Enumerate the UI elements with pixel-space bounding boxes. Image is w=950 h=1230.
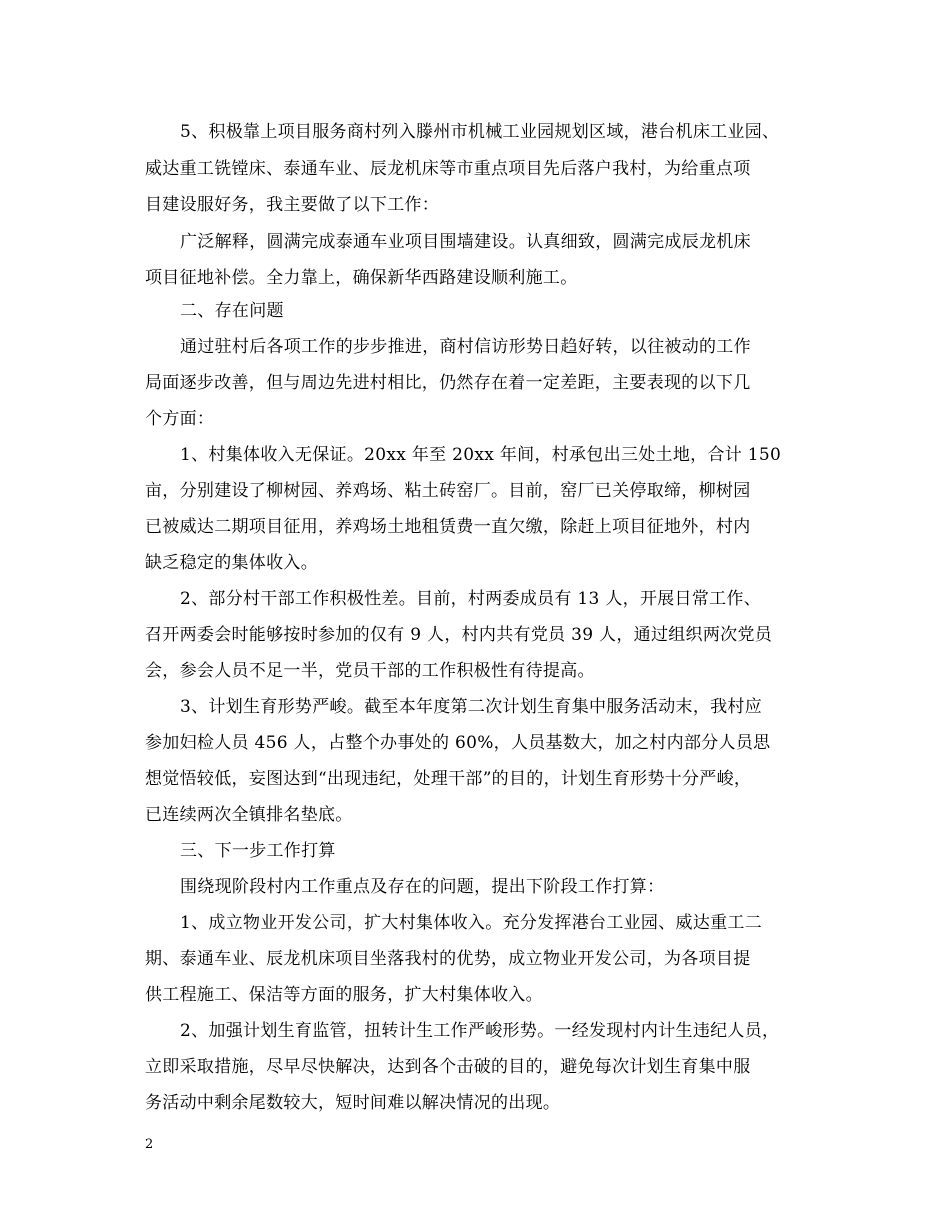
text-line: 缺乏稳定的集体收入。 [145,553,318,573]
text-line: 召开两委会时能够按时参加的仅有 9 人，村内共有党员 39 人，通过组织两次党员 [145,625,773,645]
text-line: 2、部分村干部工作积极性差。目前，村两委成员有 13 人，开展日常工作、 [180,589,762,609]
text-line: 务活动中剩余尾数较大，短时间难以解决情况的出现。 [145,1093,561,1113]
text-line: 围绕现阶段村内工作重点及存在的问题，提出下阶段工作打算： [180,877,665,897]
text-line: 广泛解释，圆满完成泰通车业项目围墙建设。认真细致，圆满完成辰龙机床 [180,232,751,252]
page-number: 2 [145,1137,154,1152]
text-line: 局面逐步改善，但与周边先进村相比，仍然存在着一定差距，主要表现的以下几 [145,373,751,393]
text-line: 1、村集体收入无保证。20xx 年至 20xx 年间，村承包出三处土地，合计 150 [180,445,782,465]
text-line: 参加妇检人员 456 人，占整个办事处的 60%，人员基数大，加之村内部分人员思 [145,733,771,753]
text-line: 通过驻村后各项工作的步步推进，商村信访形势日趋好转，以往被动的工作 [180,337,751,357]
text-line: 1、成立物业开发公司，扩大村集体收入。充分发挥港台工业园、威达重工二 [180,913,763,933]
section-heading: 二、存在问题 [180,301,284,321]
text-line: 想觉悟较低，妄图达到“出现违纪，处理干部”的目的，计划生育形势十分严峻， [145,769,752,789]
text-line: 威达重工铣镗床、泰通车业、辰龙机床等市重点项目先后落户我村，为给重点项 [145,159,751,179]
section-heading: 三、下一步工作打算 [180,841,336,861]
text-line: 立即采取措施，尽早尽快解决，达到各个击破的目的，避免每次计划生育集中服 [145,1057,751,1077]
text-line: 亩，分别建设了柳树园、养鸡场、粘土砖窑厂。目前，窑厂已关停取缔，柳树园 [145,481,751,501]
text-line: 已被威达二期项目征用，养鸡场土地租赁费一直欠缴，除赶上项目征地外，村内 [145,517,751,537]
text-line: 目建设服好务，我主要做了以下工作： [145,195,440,215]
text-line: 会，参会人员不足一半，党员干部的工作积极性有待提高。 [145,661,595,681]
text-line: 项目征地补偿。全力靠上，确保新华西路建设顺利施工。 [145,268,578,288]
text-line: 个方面： [145,409,215,429]
text-line: 3、计划生育形势严峻。截至本年度第二次计划生育集中服务活动末，我村应 [180,697,763,717]
text-line: 2、加强计划生育监管，扭转计生工作严峻形势。一经发现村内计生违纪人员， [180,1021,780,1041]
text-line: 已连续两次全镇排名垫底。 [145,805,353,825]
text-line: 期、泰通车业、辰龙机床项目坐落我村的优势，成立物业开发公司，为各项目提 [145,949,751,969]
text-line: 供工程施工、保洁等方面的服务，扩大村集体收入。 [145,985,543,1005]
text-line: 5、积极靠上项目服务商村列入滕州市机械工业园规划区域，港台机床工业园、 [180,122,780,142]
